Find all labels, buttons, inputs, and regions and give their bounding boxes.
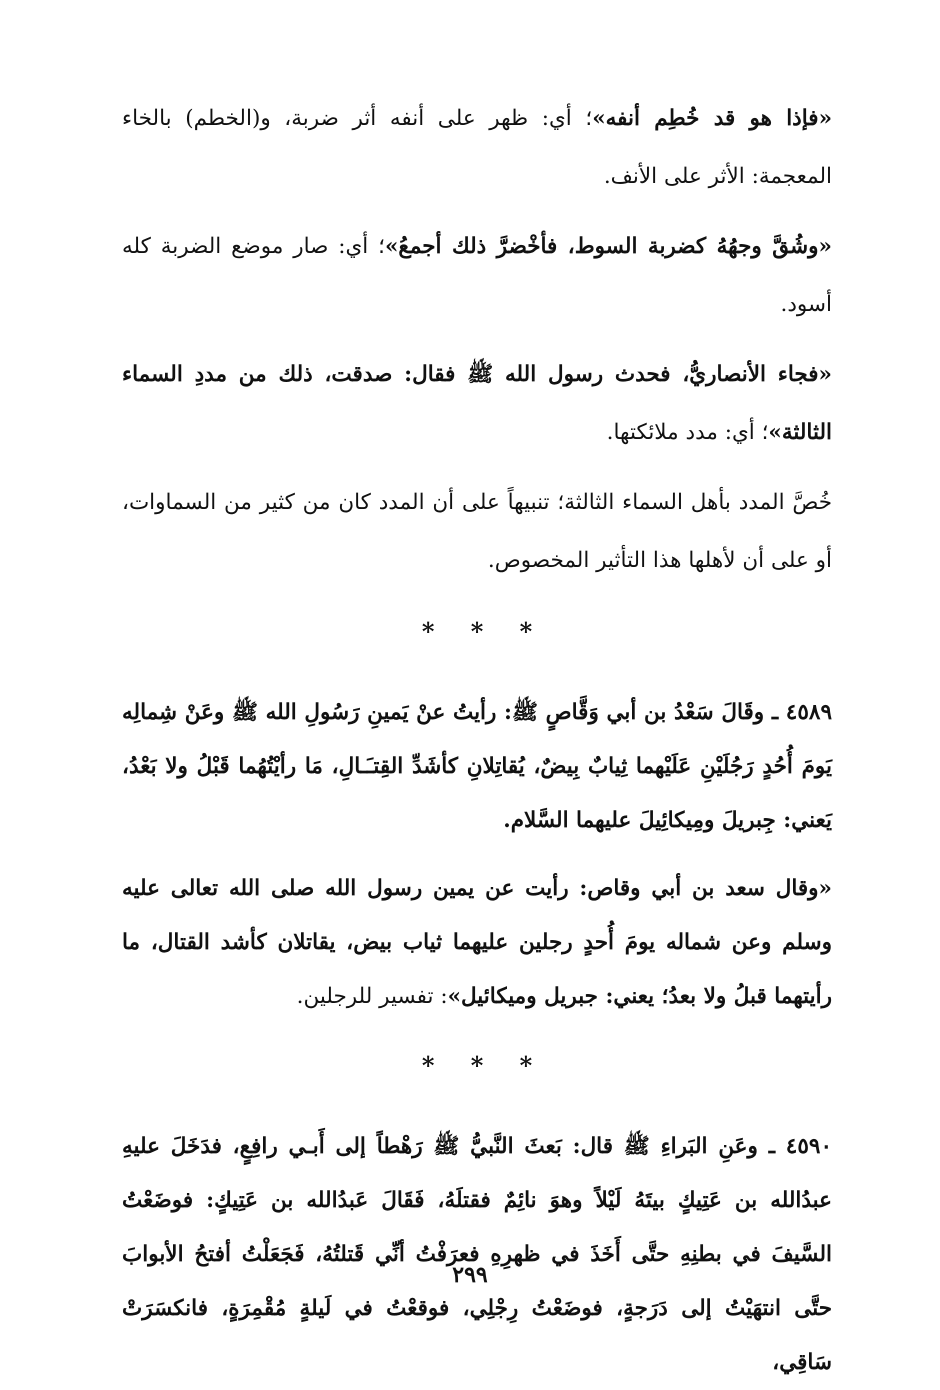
commentary-paragraph-4 [122, 474, 832, 590]
hadith-text: ٤٥٩٠ ـ وعَنِ البَراءِ ﷺ قال: بَعثَ النَّبيُّ ﷺ رَهْطاً إلى أَبـي رافِعٍ، فدَخَلَ عليهِ عبدُالله بن عَتِيكٍ بيتَهُ لَيْلاً وهوَ نائِمٌ فقتلَهُ، فَقَالَ عَبدُالله بن عَتِيكٍ: فوضَعْتُ السَّيفَ في بطنِهِ حتَّى أَخَذَ في ظهرِهِ فعرَفْتُ أنِّي قَتلتُهُ، فَجَعَلْتُ أفتحُ الأبوابَ حتَّى انتهَيْتُ إلى دَرَجةٍ، فوضَعْتُ رِجْلِي، فوقعْتُ في لَيلةٍ مُقْمِرَةٍ، فانكسَرَتْ سَاقِي، [122, 1134, 832, 1375]
explanation-text: ؛ أي: صار موضع الضربة كله أسود. [122, 234, 832, 317]
hadith-4590 [122, 1120, 832, 1390]
hadith-text: ٤٥٨٩ ـ وقَالَ سَعْدُ بن أبي وَقَّاصٍ ﷺ: رأيتُ عنْ يَمينِ رَسُولِ الله ﷺ وعَنْ شِمالِه يَومَ أُحُدٍ رَجُلَيْنِ عَلَيْهما ثِيابٌ بِيضٌ، يُقاتِلانِ كأشَدِّ القِتـَـالِ، مَا رأيْتُهُما قَبْلُ ولا بَعْدُ، يَعني: جِبريلَ ومِيكائِيلَ عليهما السَّلام. [122, 700, 832, 833]
quoted-text: «وشُقَّ وجهُهُ كضربة السوط، فأخْضرَّ ذلك أجمعُ» [384, 234, 832, 259]
section-separator: * * * [421, 1051, 547, 1080]
explanation-text: خُصَّ المدد بأهل السماء الثالثة؛ تنبيهاً على أن المدد كان من كثير من السماوات، أو على أن لأهلها هذا التأثير المخصوص. [122, 490, 832, 573]
explanation-text: : تفسير للرجلين. [296, 984, 448, 1009]
hadith-4589 [122, 686, 832, 848]
quoted-text: «فجاء الأنصاريُّ، فحدث رسول الله ﷺ فقال: صدقت، ذلك من مددِ السماء الثالثة» [122, 362, 832, 445]
section-separator: * * * [421, 617, 547, 646]
commentary-paragraph-1 [122, 90, 832, 206]
commentary-paragraph-3 [122, 346, 832, 462]
explanation-text: ؛ أي: مدد ملائكتها. [606, 420, 769, 445]
page-number: ٢٩٩ [452, 1262, 488, 1288]
quoted-text: «فإذا هو قد خُطِم أنفه» [592, 106, 833, 131]
quoted-text: «وقال سعد بن أبي وقاص: رأيت عن يمين رسول الله صلى الله تعالى عليه وسلم وعن شماله يومَ أُحدٍ رجلين عليهما ثياب بيض، يقاتلان كأشد القتال، ما رأيتهما قبلُ ولا بعدُ؛ يعني: جبريل وميكائيل» [122, 876, 832, 1009]
commentary-paragraph-5 [122, 862, 832, 1024]
commentary-paragraph-2 [122, 218, 832, 334]
explanation-text: ؛ أي: ظهر على أنفه أثر ضربة، و(الخطم) بالخاء المعجمة: الأثر على الأنف. [122, 106, 832, 189]
